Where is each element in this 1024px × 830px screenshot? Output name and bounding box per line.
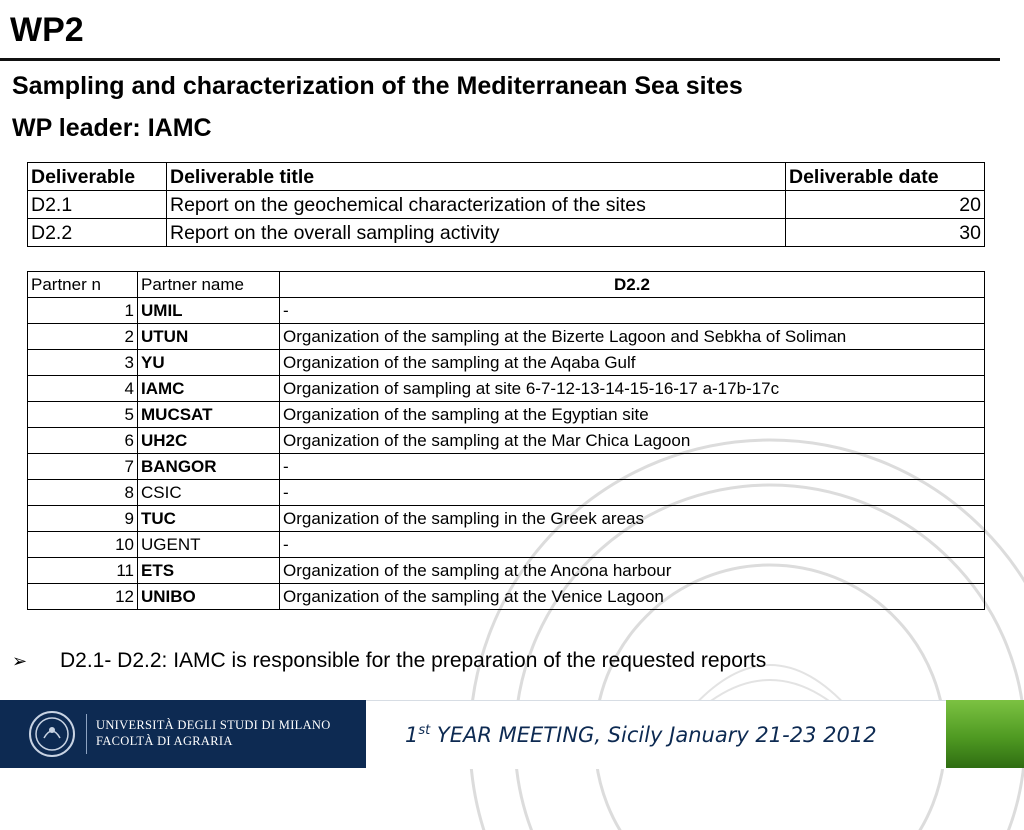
partner-number: 7 (28, 454, 138, 480)
partner-number: 12 (28, 584, 138, 610)
bullet-item (12, 646, 766, 676)
table-row (28, 191, 985, 219)
university-line1: UNIVERSITÀ DEGLI STUDI DI MILANO (96, 718, 331, 732)
university-name (96, 717, 331, 749)
header-partner-name: Partner name (138, 272, 280, 298)
partner-number: 1 (28, 298, 138, 324)
table-row (28, 454, 985, 480)
arrow-bullet-icon: ➢ (12, 651, 28, 671)
table-header-row (28, 272, 985, 298)
meeting-caption (405, 723, 877, 747)
table-row (28, 532, 985, 558)
table-row (28, 376, 985, 402)
footer (0, 700, 1024, 768)
table-row (28, 480, 985, 506)
partner-d22-task: - (280, 454, 985, 480)
partner-d22-task: Organization of the sampling at the Ancona harbour (280, 558, 985, 584)
partner-number: 4 (28, 376, 138, 402)
header-deliverable-title: Deliverable title (167, 163, 786, 191)
partner-d22-task: - (280, 298, 985, 324)
partner-number: 10 (28, 532, 138, 558)
partners-table (27, 271, 985, 610)
meeting-ordinal: 1 (405, 723, 419, 747)
table-row (28, 584, 985, 610)
university-seal-icon (28, 710, 76, 758)
partner-name: UTUN (138, 324, 280, 350)
partner-number: 5 (28, 402, 138, 428)
deliverable-title: Report on the overall sampling activity (167, 219, 786, 247)
table-row (28, 506, 985, 532)
table-row (28, 402, 985, 428)
partner-name: BANGOR (138, 454, 280, 480)
deliverable-date: 20 (786, 191, 985, 219)
partner-name: TUC (138, 506, 280, 532)
partner-d22-task: Organization of the sampling at the Mar Chica Lagoon (280, 428, 985, 454)
bullet-text: D2.1- D2.2: IAMC is responsible for the preparation of the requested reports (60, 649, 767, 672)
deliverable-id: D2.1 (28, 191, 167, 219)
header-deliverable-date: Deliverable date (786, 163, 985, 191)
partner-d22-task: Organization of the sampling at the Aqaba Gulf (280, 350, 985, 376)
partner-number: 11 (28, 558, 138, 584)
partner-name: CSIC (138, 480, 280, 506)
partner-name: ETS (138, 558, 280, 584)
header-deliverable: Deliverable (28, 163, 167, 191)
table-row (28, 428, 985, 454)
partner-number: 6 (28, 428, 138, 454)
table-row (28, 298, 985, 324)
meeting-text: YEAR MEETING, Sicily January 21-23 2012 (430, 723, 877, 747)
partner-name: UH2C (138, 428, 280, 454)
partner-name: YU (138, 350, 280, 376)
table-row (28, 324, 985, 350)
table-row (28, 350, 985, 376)
partner-d22-task: Organization of the sampling at the Bizerte Lagoon and Sebkha of Soliman (280, 324, 985, 350)
logo-separator (86, 714, 87, 754)
partner-name: UNIBO (138, 584, 280, 610)
meeting-ordinal-suffix: st (418, 723, 431, 738)
partner-d22-task: - (280, 532, 985, 558)
partner-name: UGENT (138, 532, 280, 558)
deliverable-date: 30 (786, 219, 985, 247)
partner-number: 8 (28, 480, 138, 506)
deliverable-title: Report on the geochemical characterization of the sites (167, 191, 786, 219)
footer-meeting-band (366, 700, 946, 769)
slide-subtitle: Sampling and characterization of the Mediterranean Sea sites (12, 72, 743, 100)
table-header-row (28, 163, 985, 191)
partner-number: 3 (28, 350, 138, 376)
table-row (28, 219, 985, 247)
partner-d22-task: Organization of the sampling at the Venice Lagoon (280, 584, 985, 610)
slide-title: WP2 (10, 11, 84, 49)
title-divider (0, 58, 1000, 61)
deliverable-id: D2.2 (28, 219, 167, 247)
university-line2: FACOLTÀ DI AGRARIA (96, 734, 233, 748)
partner-d22-task: Organization of the sampling at the Egyptian site (280, 402, 985, 428)
deliverables-table (27, 162, 985, 247)
partner-name: MUCSAT (138, 402, 280, 428)
partner-d22-task: - (280, 480, 985, 506)
footer-university-band (0, 700, 366, 768)
table-row (28, 558, 985, 584)
header-partner-n: Partner n (28, 272, 138, 298)
partner-name: UMIL (138, 298, 280, 324)
partner-d22-task: Organization of sampling at site 6-7-12-13-14-15-16-17 a-17b-17c (280, 376, 985, 402)
partner-name: IAMC (138, 376, 280, 402)
partner-number: 2 (28, 324, 138, 350)
footer-green-block (946, 700, 1024, 768)
partner-d22-task: Organization of the sampling in the Greek areas (280, 506, 985, 532)
wp-leader: WP leader: IAMC (12, 114, 212, 142)
header-d22: D2.2 (280, 272, 985, 298)
partner-number: 9 (28, 506, 138, 532)
